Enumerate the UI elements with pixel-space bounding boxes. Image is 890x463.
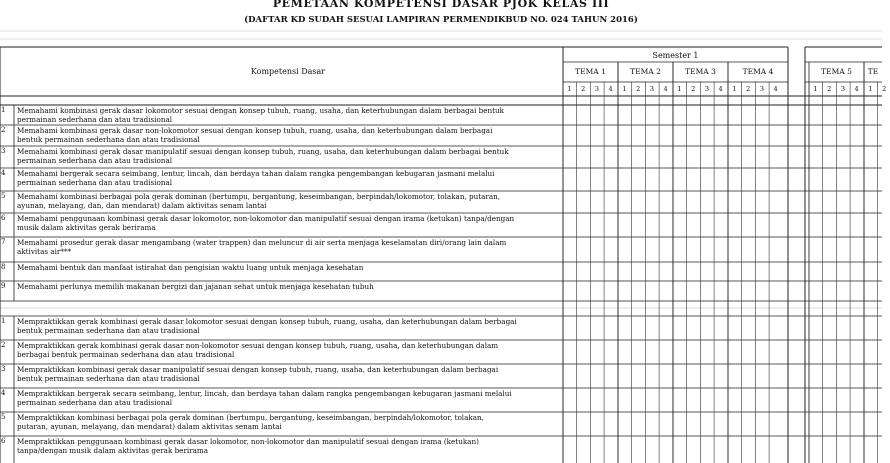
week-number: 3 xyxy=(840,85,845,93)
kd-text-line2: berbagai bentuk permainan sederhana dan atau tradisional xyxy=(17,350,235,359)
kd-text-line2: aktivitas air*** xyxy=(17,247,72,256)
week-number: 1 xyxy=(677,85,682,93)
kd-number: 5 xyxy=(1,192,6,200)
kd-text-line2: bentuk permainan sederhana dan atau tradisional xyxy=(17,374,200,383)
theme-header: TEMA 5 xyxy=(821,67,852,76)
kd-text-line2: tanpa/dengan musik dalam aktivitas gerak berirama xyxy=(17,446,208,455)
kd-number: 3 xyxy=(1,147,6,155)
week-number: 2 xyxy=(636,85,641,93)
week-number: 1 xyxy=(868,85,873,93)
kd-number: 3 xyxy=(1,365,6,373)
kd-number: 4 xyxy=(1,169,6,177)
kd-number: 2 xyxy=(1,341,6,349)
kd-number: 9 xyxy=(1,282,6,290)
week-number: 1 xyxy=(567,85,572,93)
kd-text-line1: Memahami bergerak secara seimbang, lentur, lincah, dan berdaya tahan dalam rangka pengembangan kebugaran jasmani melalui xyxy=(17,169,495,178)
week-number: 4 xyxy=(608,85,613,93)
week-number: 2 xyxy=(882,85,887,93)
document-title: PEMETAAN KOMPETENSI DASAR PJOK KELAS III xyxy=(272,0,610,10)
theme-header: TEMA 3 xyxy=(685,67,716,76)
week-number: 1 xyxy=(732,85,737,93)
kd-number: 6 xyxy=(1,214,6,222)
week-number: 1 xyxy=(813,85,818,93)
week-number: 3 xyxy=(759,85,764,93)
kd-number: 8 xyxy=(1,263,6,271)
kd-number: 5 xyxy=(1,413,6,421)
kd-text-line1: Memahami perlunya memilih makanan bergizi dan jajanan sehat untuk menjaga kesehatan tubuh xyxy=(17,282,374,291)
kd-text-line1: Mempraktikkan kombinasi gerak dasar manipulatif sesuai dengan konsep tubuh, ruang, usaha, dan keterhubungan dalam berbagai xyxy=(17,365,499,374)
week-number: 2 xyxy=(691,85,696,93)
week-number: 3 xyxy=(594,85,599,93)
week-number: 4 xyxy=(663,85,668,93)
kd-text-line1: Memahami prosedur gerak dasar mengambang (water trappen) dan meluncur di air serta menjaga keselamatan diri/orang lain dalam xyxy=(17,238,507,247)
kd-text-line1: Memahami kombinasi gerak dasar non-lokomotor sesuai dengan konsep tubuh, ruang, usaha, dan keterhubungan dalam berbagai xyxy=(17,126,493,135)
header-semester: Semester 1 xyxy=(652,51,699,60)
kd-text-line2: musik dalam aktivitas gerak berirama xyxy=(17,223,156,232)
header-kompetensi-dasar: Kompetensi Dasar xyxy=(250,67,326,76)
kd-text-line1: Mempraktikkan bergerak secara seimbang, lentur, lincah, dan berdaya tahan dalam rangka pengembangan kebugaran jasmani melalui xyxy=(17,389,512,398)
theme-header: TEMA 2 xyxy=(630,67,661,76)
week-number: 3 xyxy=(704,85,709,93)
week-number: 4 xyxy=(773,85,778,93)
kd-text-line2: ayunan, melayang, dan, dan mendarat) dalam aktivitas senam lantai xyxy=(17,201,267,210)
kd-text-line2: permainan sederhana dan atau tradisional xyxy=(17,156,173,165)
kd-text-line1: Mempraktikkan kombinasi berbagai pola gerak dominan (bertumpu, bergantung, keseimbangan, berpindah/lokomotor, tolakan, xyxy=(17,413,484,422)
kd-number: 7 xyxy=(1,238,6,246)
week-number: 1 xyxy=(622,85,627,93)
week-number: 2 xyxy=(746,85,751,93)
kd-number: 4 xyxy=(1,389,6,397)
week-number: 4 xyxy=(854,85,859,93)
week-number: 4 xyxy=(718,85,723,93)
week-number: 3 xyxy=(649,85,654,93)
week-number: 2 xyxy=(827,85,832,93)
week-number: 2 xyxy=(581,85,586,93)
kd-text-line1: Memahami kombinasi gerak dasar manipulatif sesuai dengan konsep tubuh, ruang, usaha, dan keterhubungan dalam berbagai bentuk xyxy=(17,147,509,156)
kd-text-line1: Memahami kombinasi gerak dasar lokomotor sesuai dengan konsep tubuh, ruang, usaha, dan keterhubungan dalam berbagai bentuk xyxy=(17,106,505,115)
kd-text-line1: Memahami penggunaan kombinasi gerak dasar lokomotor, non-lokomotor dan manipulatif sesuai dengan irama (ketukan) tanpa/dengan xyxy=(17,214,515,223)
kd-text-line1: Memahami bentuk dan manfaat istirahat dan pengisian waktu luang untuk menjaga kesehatan xyxy=(17,263,364,272)
kd-text-line1: Mempraktikkan penggunaan kombinasi gerak dasar lokomotor, non-lokomotor dan manipulatif sesuai dengan irama (ketukan) xyxy=(17,437,479,446)
kd-number: 2 xyxy=(1,126,6,134)
kd-number: 1 xyxy=(1,317,6,325)
kd-text-line1: Mempraktikkan gerak kombinasi gerak dasar lokomotor sesuai dengan konsep tubuh, ruang, usaha, dan keterhubungan dalam berbagai xyxy=(17,317,517,326)
theme-header: TEMA 1 xyxy=(575,67,606,76)
kd-text-line2: putaran, ayunan, melayang, dan mendarat) dalam aktivitas senam lantai xyxy=(17,422,282,431)
kd-number: 6 xyxy=(1,437,6,445)
theme-header: TEMA 4 xyxy=(742,67,774,76)
document-subtitle: (DAFTAR KD SUDAH SESUAI LAMPIRAN PERMENDIKBUD NO. 024 TAHUN 2016) xyxy=(244,15,638,25)
kd-text-line2: permainan sederhana dan atau tradisional xyxy=(17,115,173,124)
theme-header: TE xyxy=(867,67,879,76)
kd-text-line2: bentuk permainan sederhana dan atau tradisional xyxy=(17,326,200,335)
kd-text-line2: permainan sederhana dan atau tradisional xyxy=(17,398,173,407)
kd-text-line1: Mempraktikkan gerak kombinasi gerak dasar non-lokomotor sesuai dengan konsep tubuh, ruang, usaha, dan keterhubungan dalam xyxy=(17,341,499,350)
kd-text-line1: Memahami kombinasi berbagai pola gerak dominan (bertumpu, bergantung, keseimbangan, berpindah/lokomotor, tolakan, putaran, xyxy=(17,192,501,201)
kd-text-line2: bentuk permainan sederhana dan atau tradisional xyxy=(17,135,200,144)
kd-number: 1 xyxy=(1,106,6,114)
kd-text-line2: permainan sederhana dan atau tradisional xyxy=(17,178,173,187)
